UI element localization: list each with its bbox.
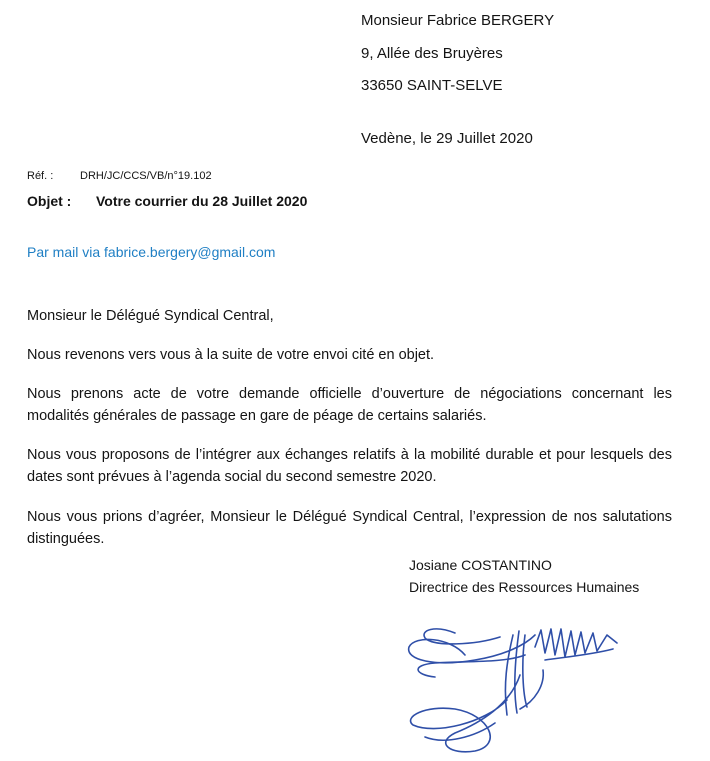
reference-value: DRH/JC/CCS/VB/n°19.102 [80, 170, 212, 182]
recipient-street: 9, Allée des Bruyères [361, 45, 503, 62]
object-value: Votre courrier du 28 Juillet 2020 [96, 193, 308, 209]
signature-strokes [409, 629, 617, 752]
handwritten-signature [395, 605, 640, 755]
paragraph-4: Nous vous prions d’agréer, Monsieur le Délégué Syndical Central, l’expression de nos salutations distinguées. [27, 509, 672, 547]
reference-label: Réf. : [27, 170, 54, 182]
signatory-title: Directrice des Ressources Humaines [409, 579, 640, 595]
object-label: Objet : [27, 193, 72, 209]
signatory-name: Josiane COSTANTINO [409, 557, 552, 573]
salutation: Monsieur le Délégué Syndical Central, [27, 308, 274, 324]
paragraph-1: Nous revenons vers vous à la suite de votre envoi cité en objet. [27, 347, 435, 363]
delivery-line: Par mail via fabrice.bergery@gmail.com [27, 244, 276, 260]
place-date: Vedène, le 29 Juillet 2020 [361, 130, 533, 147]
paragraph-2: Nous prenons acte de votre demande officielle d’ouverture de négociations concernant les modalités générales de passage en gare de péage de certains salariés. [27, 386, 672, 424]
paragraph-3: Nous vous proposons de l’intégrer aux échanges relatifs à la mobilité durable et pour lesquels des dates sont prévues à l’agenda social du second semestre 2020. [27, 447, 672, 485]
recipient-city: 33650 SAINT-SELVE [361, 77, 503, 94]
recipient-name: Monsieur Fabrice BERGERY [361, 12, 555, 29]
